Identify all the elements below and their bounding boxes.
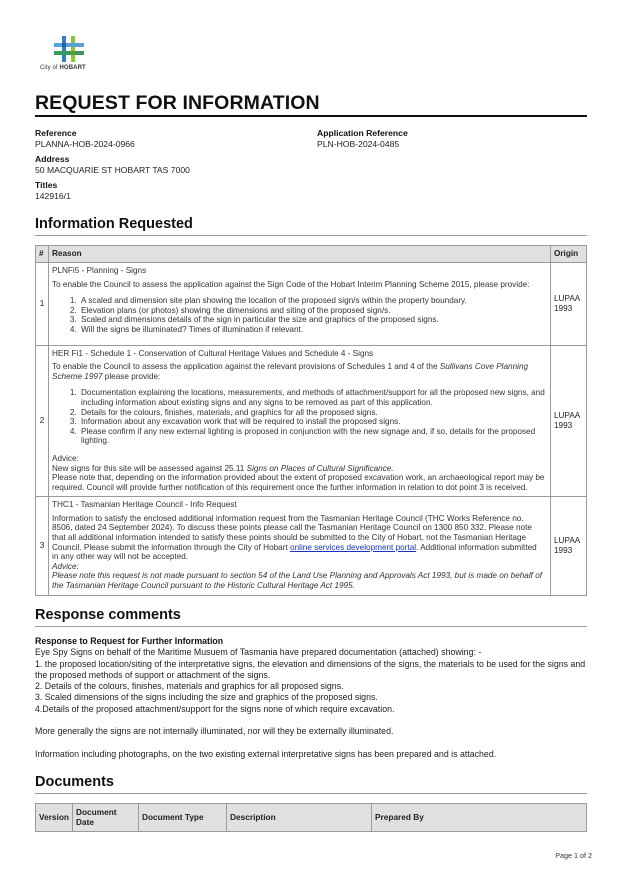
row-number: 1 <box>36 263 49 346</box>
row-reason <box>49 263 551 346</box>
response-comments-body <box>35 636 587 760</box>
row-number: 2 <box>36 345 49 497</box>
documents-table <box>35 803 587 832</box>
reason-intro: To enable the Council to assess the application against the Sign Code of the Hobart Interim Planning Scheme 2015, please provide: <box>52 279 530 289</box>
reference-value: PLANNA-HOB-2024-0966 <box>35 139 135 149</box>
col-header-description: Description <box>227 804 372 832</box>
col-header-prepared-by: Prepared By <box>372 804 587 832</box>
response-line: 4.Details of the proposed attachment/support for the signs none of which require excavation. <box>35 703 395 714</box>
response-comments-divider <box>35 626 587 627</box>
application-reference-label: Application Reference <box>317 128 408 138</box>
col-header-num: # <box>36 246 49 263</box>
information-requested-divider <box>35 235 587 236</box>
reason-list <box>79 296 545 334</box>
row-origin: LUPAA 1993 <box>551 345 587 497</box>
reason-advice <box>52 454 545 492</box>
row-origin: LUPAA 1993 <box>551 497 587 595</box>
response-subheading: Response to Request for Further Information <box>35 636 224 646</box>
advice-label: Advice: <box>52 453 79 463</box>
reference-label: Reference <box>35 128 77 138</box>
reason-title: HER Fi1 - Schedule 1 - Conservation of Cultural Heritage Values and Schedule 4 - Signs <box>52 348 374 358</box>
titles-value: 142916/1 <box>35 191 71 201</box>
table-row <box>36 497 587 595</box>
list-item: 3. Information about any excavation work that will be required to install the proposed signs. <box>79 417 545 427</box>
address-block <box>35 154 190 176</box>
hobart-logo-icon <box>54 36 84 62</box>
titles-block <box>35 180 71 202</box>
table-header-row <box>36 246 587 263</box>
col-header-reason: Reason <box>49 246 551 263</box>
response-line: 3. Scaled dimensions of the signs including the size and graphics of the proposed signs. <box>35 692 378 703</box>
list-item: 1. A scaled and dimension site plan showing the location of the proposed sign/s within the property boundary. <box>79 296 545 306</box>
response-paragraph: Information including photographs, on the two existing external interpretative signs has been prepared and is attached. <box>35 748 497 759</box>
list-item: 4. Please confirm if any new external lighting is proposed in conjunction with the new signage and, if so, details for the proposed lighting. <box>79 427 545 446</box>
advice-text: New signs for this site will be assessed against 25.11 Signs on Places of Cultural Significance. <box>52 463 394 473</box>
col-header-document-type: Document Type <box>139 804 227 832</box>
address-label: Address <box>35 154 70 164</box>
reference-block <box>35 128 135 150</box>
row-reason <box>49 345 551 497</box>
row-origin: LUPAA 1993 <box>551 263 587 346</box>
col-header-document-date: Document Date <box>73 804 139 832</box>
list-item: 2. Elevation plans (or photos) showing the dimensions and siting of the proposed sign/s. <box>79 306 545 316</box>
list-item: 4. Will the signs be illuminated? Times of illumination if relevant. <box>79 325 545 335</box>
reason-title: PLNFi5 - Planning - Signs <box>52 266 147 275</box>
reason-list <box>79 388 545 446</box>
logo-wordmark: City of HOBART <box>40 65 86 71</box>
table-row <box>36 263 587 346</box>
information-requested-heading: Information Requested <box>35 216 193 232</box>
city-of-hobart-logo <box>40 36 98 71</box>
title-divider <box>35 115 587 117</box>
address-value: 50 MACQUARIE ST HOBART TAS 7000 <box>35 165 190 175</box>
list-item: 3. Scaled and dimensions details of the sign in particular the size and graphics of the proposed signs. <box>79 315 545 325</box>
documents-heading: Documents <box>35 774 114 790</box>
titles-label: Titles <box>35 180 58 190</box>
online-services-link[interactable]: online services development portal <box>290 542 417 552</box>
application-reference-block <box>317 128 408 150</box>
response-comments-heading: Response comments <box>35 607 181 623</box>
documents-divider <box>35 793 587 794</box>
col-header-version: Version <box>36 804 73 832</box>
response-line: 2. Details of the colours, finishes, materials and graphics for all proposed signs. <box>35 681 344 692</box>
row-reason <box>49 497 551 595</box>
application-reference-value: PLN-HOB-2024-0485 <box>317 139 400 149</box>
table-row <box>36 345 587 497</box>
page-title: REQUEST FOR INFORMATION <box>35 92 320 114</box>
advice-text: Please note this request is not made pursuant to section 54 of the Land Use Planning and Approvals Act 1993, but is made on behalf of the Tasmanian Heritage Council pursuant to the Historic Cultural Heritage Act 1995. <box>52 571 543 591</box>
reason-advice <box>52 562 545 572</box>
row-number: 3 <box>36 497 49 595</box>
advice-note: Please note that, depending on the information provided about the extent of proposed excavation work, an archaeological report may be required. Council will provide further notification of this requirement once the further information in relation to dot point 3 is received. <box>52 473 545 492</box>
response-paragraph: More generally the signs are not internally illuminated, nor will they be externally illuminated. <box>35 726 394 737</box>
reason-title: THC1 - Tasmanian Heritage Council - Info Request <box>52 500 237 510</box>
list-item: 1. Documentation explaining the locations, measurements, and methods of attachment/support for all the proposed new signs, and including information about existing signs and any signs to be removed as part of this application. <box>79 388 545 407</box>
response-line: Eye Spy Signs on behalf of the Maritime Musuem of Tasmania have prepared documentation (attached) showing: - <box>35 647 482 658</box>
list-item: 2. Details for the colours, finishes, materials, and graphics for all the proposed signs. <box>79 408 545 418</box>
reason-body: Information to satisfy the enclosed additional information request from the Tasmanian Heritage Council (THC Works Reference no. 8506, dated 24 September 2024). To discuss these points please call the Tasmanian Heritage Council on 1300 850 332. Please note that all additional information intended to satisfy these points should be submitted to the City of Hobart, not the Tasmanian Heritage Council. Please submit the information through the City of Hobart online services development portal. Additional information submitted in any other way will not be accepted. <box>52 513 537 562</box>
table-header-row <box>36 804 587 832</box>
page-number: Page 1 of 2 <box>555 851 592 860</box>
advice-label: Advice: <box>52 561 79 571</box>
reason-intro: To enable the Council to assess the application against the relevant provisions of Schedules 1 and 4 of the Sullivans Cove Planning Scheme 1997 please provide: <box>52 362 529 381</box>
col-header-origin: Origin <box>551 246 587 263</box>
information-requested-table <box>35 245 587 596</box>
response-line: 1. the proposed location/siting of the interpretative signs, the elevation and dimensions of the signs, the materials to be used for the signs and the proposed methods of support or attachment of the signs. <box>35 658 586 680</box>
